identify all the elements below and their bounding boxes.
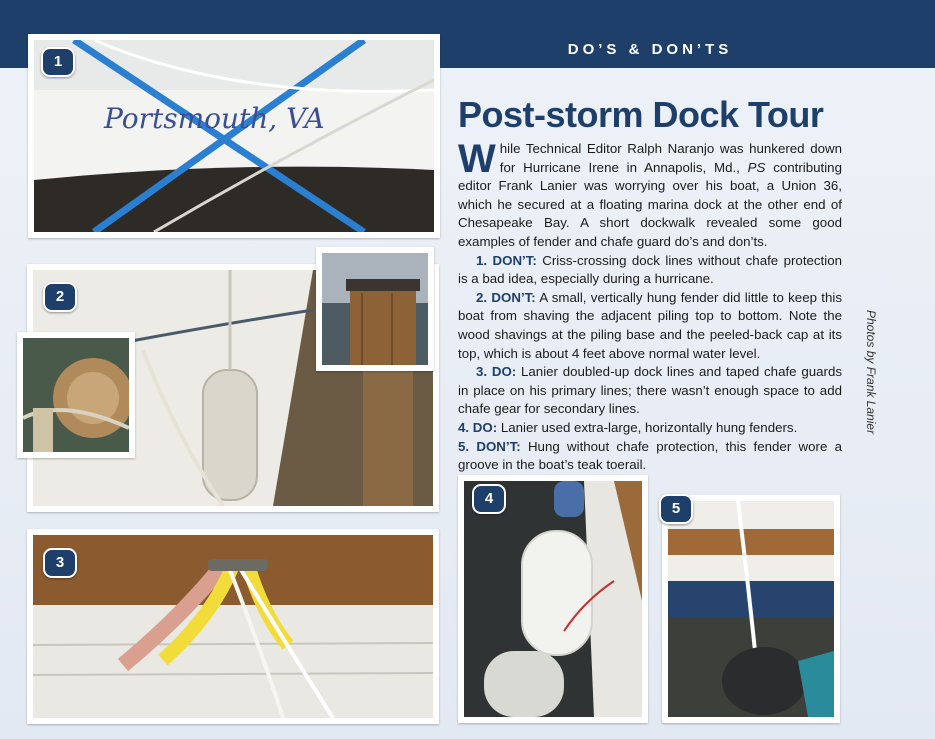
- photo-2-inset-piling-image: [322, 253, 428, 365]
- hull-lettering: Portsmouth, VA: [104, 102, 325, 135]
- photo-3: [27, 529, 439, 724]
- article-title: Post-storm Dock Tour: [458, 94, 824, 135]
- item-label: 5. DON’T:: [458, 438, 521, 454]
- item-text: Criss-crossing dock lines without chafe protection is a bad idea, especially during a hurricane.: [458, 252, 842, 287]
- photo-2-inset-coil: [17, 332, 135, 458]
- list-item: [458, 419, 842, 438]
- photo-1: [28, 34, 440, 238]
- photo-4-image: [464, 481, 642, 717]
- item-label: 3. DO:: [476, 364, 517, 380]
- intro-italic: PS: [747, 159, 766, 175]
- photo-1-image: [34, 40, 434, 232]
- item-text: Hung without chafe protection, this fender wore a groove in the boat’s teak toerail.: [458, 438, 842, 473]
- photo-2-inset-piling: [316, 247, 434, 371]
- photo-badge-4: 4: [472, 484, 506, 514]
- photo-5-image: [668, 501, 834, 717]
- photo-2-inset-coil-image: [23, 338, 129, 452]
- photo-badge-1: 1: [41, 47, 75, 77]
- photo-badge-3: 3: [43, 548, 77, 578]
- intro-text-rest: contributing editor Frank Lanier was worrying over his boat, a Union 36, which he secured at a floating marina dock at the other end of Chesapeake Bay. A short dockwalk revealed some good examples of fender and chafe guard do’s and don’ts.: [458, 159, 842, 249]
- section-label: DO’S & DON’TS: [567, 41, 733, 58]
- list-item: [458, 363, 842, 419]
- article-body: [458, 137, 843, 475]
- list-item: [458, 289, 842, 363]
- list-item: [458, 438, 842, 475]
- dropcap: W: [458, 137, 496, 181]
- item-label: 2. DON’T:: [476, 289, 536, 305]
- photo-badge-2: 2: [43, 282, 77, 312]
- photo-3-image: [33, 535, 433, 718]
- item-text: A small, vertically hung fender did little to keep this boat from shaving the adjacent piling top to bottom. Note the wood shavings at the piling base and the peeled-back cap at its top, which is about 4 feet above normal water level.: [458, 289, 843, 361]
- photo-badge-5: 5: [659, 494, 693, 524]
- item-label: 1. DON’T:: [476, 252, 537, 268]
- item-text: Lanier used extra-large, horizontally hung fenders.: [497, 419, 798, 435]
- intro-text: hile Technical Editor Ralph Naranjo was hunkered down for Hurricane Irene in Annapolis, Md.,: [499, 141, 842, 175]
- item-text: Lanier doubled-up dock lines and taped chafe guards in place on his primary lines; there wasn’t enough space to add chafe gear for secondary lines.: [458, 364, 842, 417]
- photo-5: [662, 495, 840, 723]
- item-label: 4. DO:: [458, 419, 498, 435]
- list-item: [458, 252, 842, 289]
- photo-credit: Photos by Frank Lanier: [864, 310, 878, 435]
- intro-paragraph: [458, 137, 842, 252]
